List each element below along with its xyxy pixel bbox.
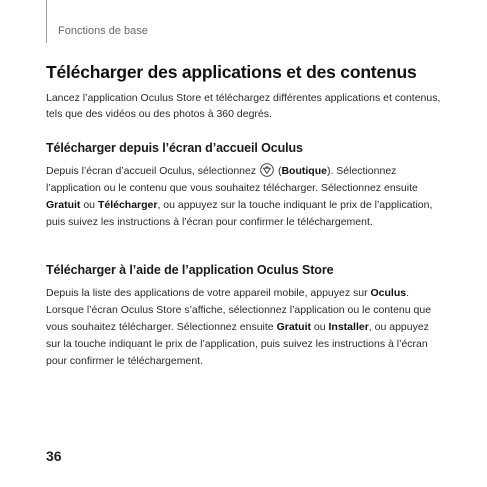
page-number: 36: [46, 448, 62, 464]
header-rule: [46, 0, 47, 43]
running-header: Fonctions de base: [58, 25, 148, 37]
page-title: Télécharger des applications et des contenus: [46, 62, 417, 82]
bold-term: Installer: [328, 321, 369, 333]
body-text-run: (: [275, 165, 282, 177]
section-heading-store-app: Télécharger à l’aide de l’application Oculus Store: [46, 263, 334, 277]
body-text-run: ou: [311, 321, 329, 333]
body-text-run: , ou appuyez sur la touche indiquant le prix de l’application, puis suivez les instructions à l’écran pour confirmer le téléchargement.: [46, 199, 433, 228]
intro-paragraph: Lancez l’application Oculus Store et téléchargez différentes applications et contenus, tels que des vidéos ou des photos à 360 degrés.: [46, 92, 441, 120]
body-text-run: ou: [80, 199, 98, 211]
store-bag-icon: [260, 163, 274, 177]
section-body-store-app: [46, 285, 446, 370]
body-text-run: Depuis l’écran d’accueil Oculus, sélectionnez: [46, 165, 260, 177]
bold-term: Oculus: [370, 287, 407, 299]
body-text-run: , ou appuyez sur la touche indiquant le prix de l’application, puis suivez les instructions à l’écran pour confirmer le téléchargement.: [46, 321, 429, 367]
body-text-run: . Lorsque l’écran Oculus Store s’affiche, sélectionnez l’application ou le contenu que vous souhaitez télécharger. Sélectionnez ensuite: [46, 287, 432, 333]
bold-term: Télécharger: [97, 199, 158, 211]
body-text-run: Depuis la liste des applications de votre appareil mobile, appuyez sur: [46, 287, 371, 299]
body-text-run: ). Sélectionnez l’application ou le contenu que vous souhaitez télécharger. Sélectionnez ensuite: [46, 165, 418, 194]
section-body-home-screen: [46, 163, 446, 231]
bold-term: Gratuit: [46, 199, 81, 211]
bold-term: Gratuit: [276, 321, 311, 333]
section-heading-home-screen: Télécharger depuis l’écran d’accueil Oculus: [46, 141, 303, 155]
bold-term: Boutique: [281, 165, 327, 177]
